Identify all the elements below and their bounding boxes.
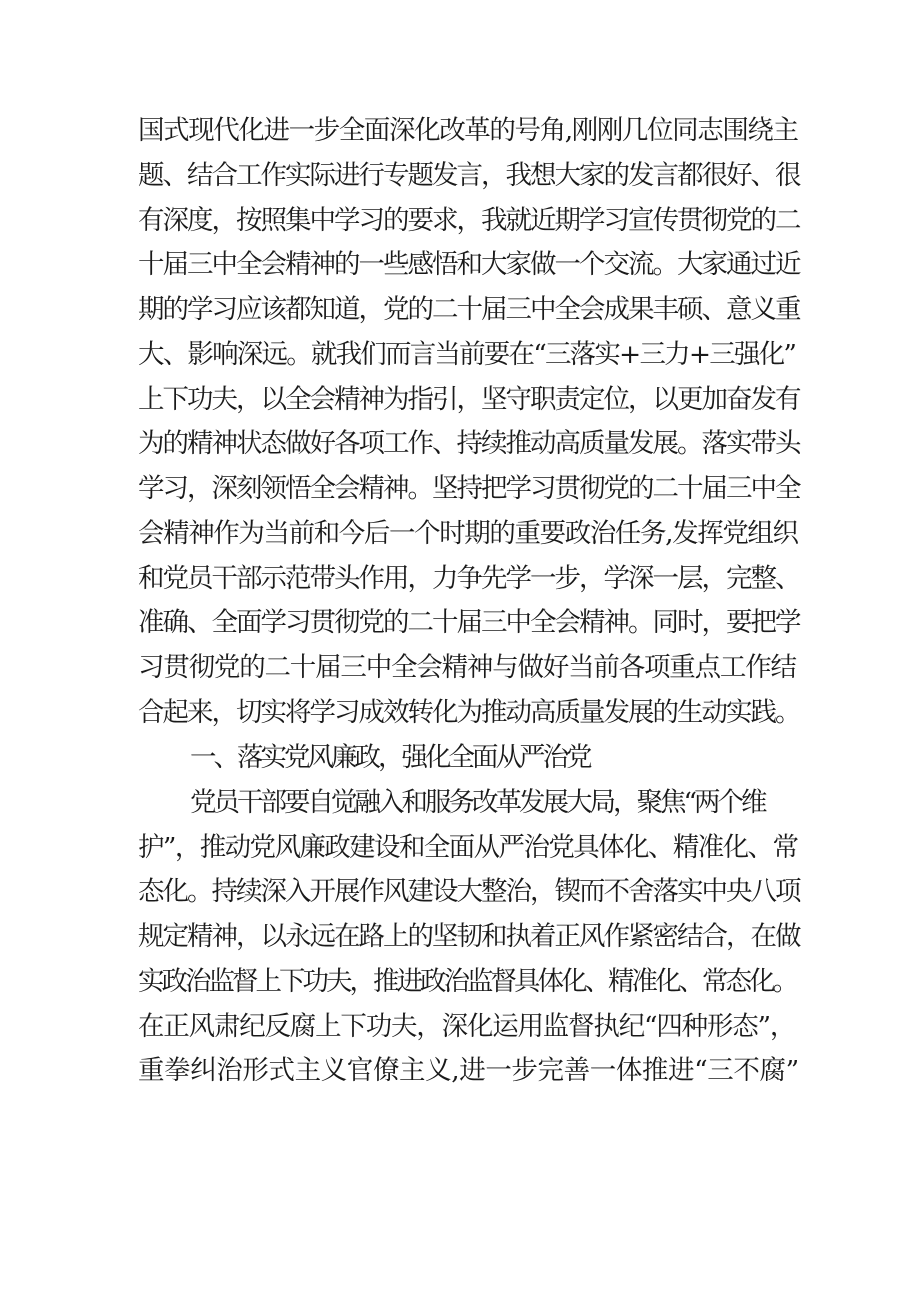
body-text-line: 规定精神，以永远在路上的坚韧和执着正风作紧密结合，在做 [138,921,800,952]
body-text-line: 和党员干部示范带头作用，力争先学一步，学深一层，完整、 [138,563,800,594]
body-text-line: 准确、全面学习贯彻党的二十届三中全会精神。同时，要把学 [138,607,800,638]
body-text-line: 大、影响深远。就我们而言当前要在“三落实+三力+三强化” [138,339,796,370]
body-text-line: 题、结合工作实际进行专题发言，我想大家的发言都很好、很 [138,160,800,191]
body-text-line: 习贯彻党的二十届三中全会精神与做好当前各项重点工作结 [138,652,796,683]
body-text-line: 护”，推动党风廉政建设和全面从严治党具体化、精准化、常 [138,832,798,863]
body-text-line: 态化。持续深入开展作风建设大整治，锲而不舍落实中央八项 [138,876,800,907]
body-text-line: 党员干部要自觉融入和服务改革发展大局，聚焦“两个维 [190,787,765,818]
section-heading: 一、落实党风廉政，强化全面从严治党 [190,742,590,773]
body-text-line: 为的精神状态做好各项工作、持续推动高质量发展。落实带头 [138,428,800,459]
body-text-line: 实政治监督上下功夫，推进政治监督具体化、精准化、常态化。 [138,966,796,997]
body-text-line: 期的学习应该都知道，党的二十届三中全会成果丰硕、意义重 [138,294,800,325]
body-text-line: 十届三中全会精神的一些感悟和大家做一个交流。大家通过近 [138,249,800,280]
body-text-line: 国式现代化进一步全面深化改革的号角,刚刚几位同志围绕主 [138,115,798,146]
body-text-line: 学习，深刻领悟全会精神。坚持把学习贯彻党的二十届三中全 [138,473,800,504]
body-text-line: 重拳纠治形式主义官僚主义,进一步完善一体推进“三不腐” [138,1055,799,1086]
body-text-line: 有深度，按照集中学习的要求，我就近期学习宣传贯彻党的二 [138,205,800,236]
body-text-line: 会精神作为当前和今后一个时期的重要政治任务,发挥党组织 [138,518,798,549]
body-text-line: 在正风肃纪反腐上下功夫，深化运用监督执纪“四种形态”， [138,1011,796,1042]
body-text-line: 上下功夫，以全会精神为指引，坚守职责定位，以更加奋发有 [138,384,800,415]
body-text-line: 合起来，切实将学习成效转化为推动高质量发展的生动实践。 [138,697,800,728]
